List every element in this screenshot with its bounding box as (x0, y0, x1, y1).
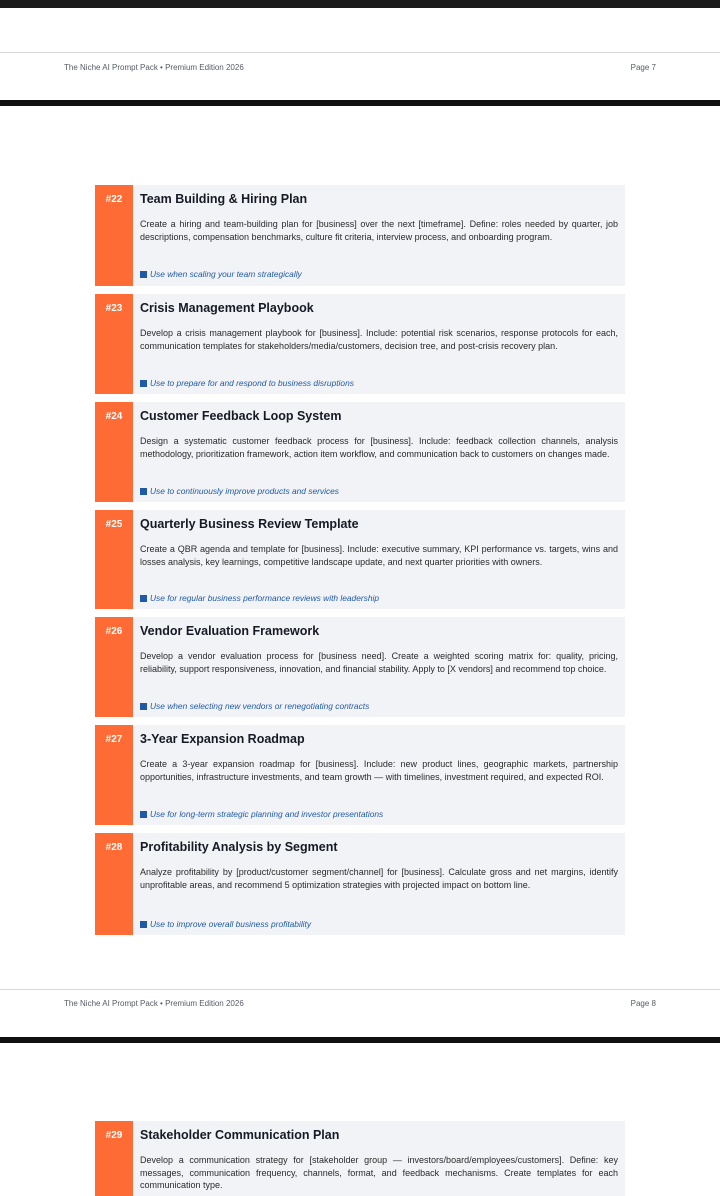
prompt-number: #25 (105, 519, 123, 530)
use-case-note (140, 809, 619, 819)
use-case-note (140, 919, 619, 929)
use-case-text: Use when scaling your team strategically (150, 269, 302, 279)
page-break-bar (0, 1037, 720, 1043)
prompt-title: Team Building & Hiring Plan (140, 192, 308, 206)
use-case-note (140, 593, 619, 603)
prompt-card-27 (95, 725, 625, 825)
prompt-card-29 (95, 1121, 625, 1196)
prompt-title: Vendor Evaluation Framework (140, 624, 320, 638)
use-case-text: Use when selecting new vendors or renegotiating contracts (150, 701, 370, 711)
square-bullet-icon (140, 811, 147, 818)
square-bullet-icon (140, 921, 147, 928)
use-case-text: Use for regular business performance reviews with leadership (150, 593, 380, 603)
use-case-note (140, 701, 619, 711)
page-break-bar (0, 100, 720, 106)
page-number: Page 7 (630, 63, 656, 72)
prompt-body: Create a 3-year expansion roadmap for [business]. Include: new product lines, geographic markets, partnership opportunities, infrastructure investments, and team growth — with timelines, investment required, and expected ROI. (140, 759, 618, 782)
prompt-number: #23 (105, 303, 123, 314)
prompt-body: Analyze profitability by [product/customer segment/channel] for [business]. Calculate gross and net margins, identify unprofitable areas, and recommend 5 optimization strategies with projected impact on bottom line. (140, 867, 618, 890)
square-bullet-icon (140, 271, 147, 278)
use-case-text: Use to prepare for and respond to business disruptions (150, 378, 354, 388)
prompt-title: Customer Feedback Loop System (140, 409, 342, 423)
square-bullet-icon (140, 488, 147, 495)
page-number: Page 8 (630, 999, 656, 1008)
square-bullet-icon (140, 380, 147, 387)
prompt-body: Develop a crisis management playbook for [business]. Include: potential risk scenarios, response protocols for each, communication templates for stakeholders/media/customers, decision tree, and post-crisis recovery plan. (140, 328, 618, 351)
prompt-number: #22 (105, 194, 123, 205)
prompt-title: 3-Year Expansion Roadmap (140, 732, 305, 746)
prompt-number: #24 (105, 411, 123, 422)
prompt-number: #28 (105, 842, 123, 853)
prompt-card-23 (95, 294, 625, 394)
prompt-card-26 (95, 617, 625, 717)
use-case-text: Use to improve overall business profitability (150, 919, 312, 929)
prompt-title: Profitability Analysis by Segment (140, 840, 338, 854)
page-footer-title: The Niche AI Prompt Pack • Premium Edition 2026 (64, 999, 244, 1008)
square-bullet-icon (140, 703, 147, 710)
prompt-card-28 (95, 833, 625, 935)
prompt-number: #26 (105, 626, 123, 637)
prompt-card-22 (95, 185, 625, 286)
prompt-body: Develop a vendor evaluation process for [business need]. Create a weighted scoring matrix for: quality, pricing, reliability, support responsiveness, innovation, and financial stability. Apply to [X vendors] and recommend top choice. (140, 651, 618, 674)
prompt-body: Create a hiring and team-building plan for [business] over the next [timeframe]. Define: roles needed by quarter, job descriptions, compensation benchmarks, culture fit criteria, interview process, and onboarding program. (140, 219, 618, 242)
page-header-title: The Niche AI Prompt Pack • Premium Edition 2026 (64, 63, 244, 72)
prompt-title: Stakeholder Communication Plan (140, 1128, 340, 1142)
use-case-note (140, 269, 619, 279)
prompt-card-25 (95, 510, 625, 609)
prompt-title: Crisis Management Playbook (140, 301, 314, 315)
use-case-note (140, 378, 619, 388)
prompt-body: Develop a communication strategy for [stakeholder group — investors/board/employees/customers]. Define: key messages, communication frequency, channels, format, and feedback mechanisms. Create templates for each communication type. (140, 1155, 618, 1191)
top-dark-bar (0, 0, 720, 8)
prompt-card-24 (95, 402, 625, 502)
prompt-number: #27 (105, 734, 123, 745)
prompt-title: Quarterly Business Review Template (140, 517, 359, 531)
page-divider (0, 989, 720, 990)
square-bullet-icon (140, 595, 147, 602)
prompt-number: #29 (105, 1130, 123, 1141)
prompt-body: Design a systematic customer feedback process for [business]. Include: feedback collection channels, analysis methodology, prioritization framework, action item workflow, and communication back to customers on changes made. (140, 436, 618, 459)
use-case-note (140, 486, 619, 496)
use-case-text: Use to continuously improve products and services (150, 486, 339, 496)
page-divider (0, 52, 720, 53)
prompt-body: Create a QBR agenda and template for [business]. Include: executive summary, KPI performance vs. targets, wins and losses analysis, key learnings, competitive landscape update, and next quarter priorities with owners. (140, 544, 618, 567)
use-case-text: Use for long-term strategic planning and investor presentations (150, 809, 384, 819)
